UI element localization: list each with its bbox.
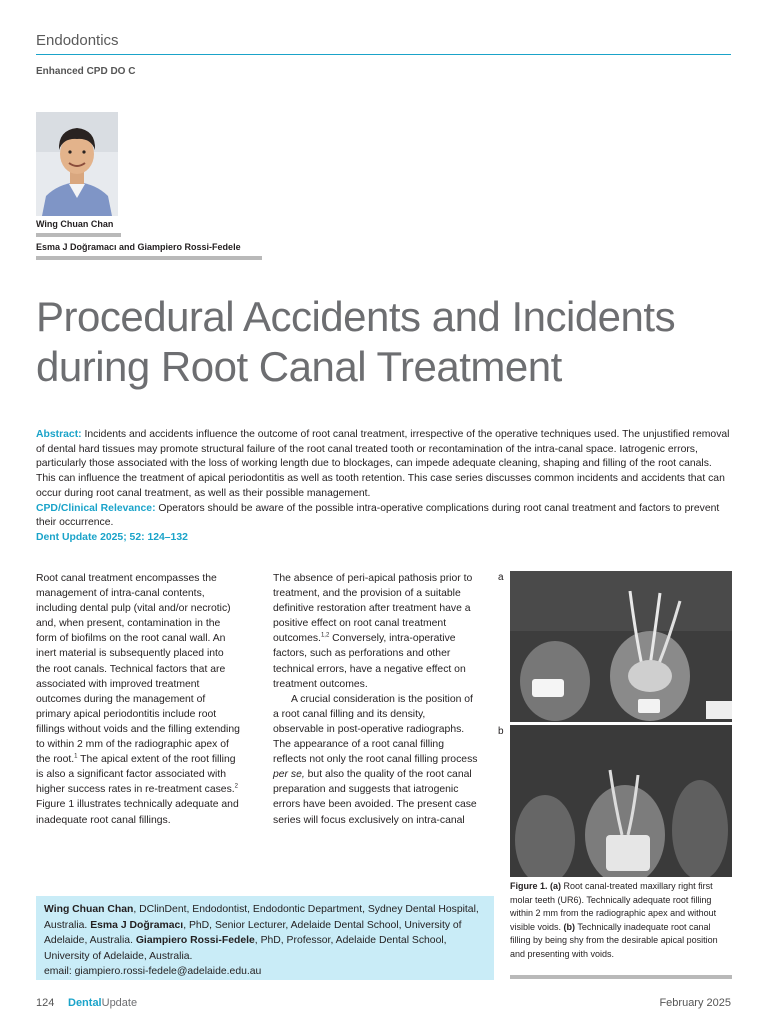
caption-a-text: Root canal-treated maxillary right first molar teeth (UR6). Technically adequate root filling within 2 mm from the radiographic apex and without visible voids. [510,881,717,932]
caption-b-text: Technically inadequate root canal filling by being shy from the desirable apical position and presenting with voids. [510,921,718,959]
abstract-text: Incidents and accidents influence the outcome of root canal treatment, irrespective of the operative techniques used. The unjustified removal of dental hard tissues may promote structural failure of the root canal treated tooth or recontamination of the intra-canal space. Iatrogenic errors, particularly those associated with the loss of working length due to blockages, can impede adequate cleaning, shaping and filling of the root canals. This can influence the treatment of apical periodontitis as well as tooth retention. This case series discusses common incidents and accidents that can occur during root canal treatment, as well as their possible management. [36,429,730,499]
citation-line [36,531,731,546]
figure-a-letter: a [498,572,504,583]
coauthor-names: Esma J Doğramacı and Giampiero Rossi-Fedele [36,242,241,252]
journal-name [68,997,137,1009]
radiograph-b-image [510,725,732,877]
body-column-2 [273,571,478,828]
affiliations-box [36,896,494,980]
author-rule [36,233,121,237]
caption-b-mark: (b) [563,921,576,932]
col2-text-c: A crucial consideration is the position of a root canal filling and its density, observable in post-operative radiographs. The appearance of a root canal filling reflects not only the root canal filling process [273,693,478,766]
coauthor-rule [36,256,262,260]
col2-text-b: Conversely, intra-operative factors, such as perforations and other technical errors, have a negative effect on treatment outcomes. [273,633,466,690]
col1-text-b: The apical extent of the root filling is also a significant factor associated with higher success rates in re-treatment cases. [36,754,236,796]
page-number: 124 [36,997,55,1009]
affil-3-text: , PhD, Professor, Adelaide Dental School, University of Adelaide, Australia. [44,935,447,962]
relevance-label: CPD/Clinical Relevance: [36,502,156,514]
col1-text-c: Figure 1 illustrates technically adequate and inadequate root canal fillings. [36,799,239,826]
abstract-block [36,428,731,546]
journal-name-part-2: Update [101,997,138,1009]
ref-1: 1 [74,753,78,760]
title-line-2: during Root Canal Treatment [36,343,562,390]
affil-1-name: Wing Chuan Chan [44,904,134,915]
col2-text-a: The absence of peri-apical pathosis prior to treatment, and the provision of a suitable definitive restoration after treatment have a positive effect on root canal treatment outcomes. [273,573,473,645]
affil-2-name: Esma J Doğramacı [90,919,184,931]
journal-name-part-1: Dental [68,997,102,1009]
header-rule [36,54,731,55]
col2-paragraph-2 [273,692,478,828]
affil-2-text: , PhD, Senior Lecturer, Adelaide Dental School, University of Adelaide, Australia. [44,919,462,946]
figure-b-letter: b [498,726,504,737]
author-photo [36,112,118,216]
article-title [36,292,736,392]
radiograph-b [510,725,732,877]
col1-paragraph [36,571,241,828]
author-primary-name: Wing Chuan Chan [36,219,114,229]
author-portrait-image [36,112,118,216]
col2-text-em: per se, [273,769,305,781]
cpd-label: Enhanced CPD DO C [36,66,136,77]
relevance-paragraph [36,502,731,531]
radiograph-a [510,571,732,722]
figure-label: Figure 1. [510,881,548,891]
issue-date: February 2025 [659,997,731,1009]
affiliations-text [44,902,486,964]
title-line-1: Procedural Accidents and Incidents [36,293,676,340]
affil-1-text: , DClinDent, Endodontist, Endodontic Department, Sydney Dental Hospital, Australia. [44,904,479,931]
body-column-1 [36,571,241,828]
col1-text-a: Root canal treatment encompasses the management of intra-canal contents, including dental pulp (vital and/or necrotic) and, when present, contamination in the form of biofilms on the root canal wall. An inert material is subsequently placed into the root canals. Technical factors that are associated with improved treatment outcomes during the management of primary apical periodontitis include root fillings without voids and the filling extending to within 2 mm of the radiographic apex of the root. [36,573,240,766]
abstract-paragraph [36,428,731,502]
citation-text: Dent Update 2025; 52: 124–132 [36,531,188,543]
relevance-text: Operators should be aware of the possible intra-operative complications during root canal treatment and factors to prevent their occurrence. [36,502,720,529]
figure-caption [510,880,732,961]
radiograph-a-image [510,571,732,722]
ref-1-2: 1,2 [320,632,330,639]
affil-3-name: Giampiero Rossi-Fedele [135,935,255,946]
section-title: Endodontics [36,32,119,49]
caption-a-mark: (a) [550,881,562,891]
col2-text-d: but also the quality of the root canal preparation and suggests that iatrogenic errors have been avoided. The present case series will focus exclusively on intra-canal [273,769,477,826]
col2-paragraph-1 [273,571,478,692]
ref-2: 2 [234,783,239,790]
affiliations-email[interactable]: email: giampiero.rossi-fedele@adelaide.edu.au [44,966,262,977]
caption-rule [510,975,732,979]
abstract-label: Abstract: [36,429,82,440]
